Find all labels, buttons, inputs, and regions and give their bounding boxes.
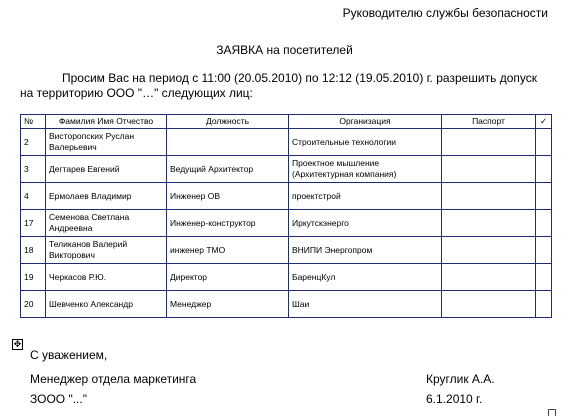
row-number[interactable]: 17: [21, 210, 46, 237]
row-position[interactable]: Инженер-конструктор: [167, 210, 289, 237]
intro-line-1: Просим Вас на период с 11:00 (20.05.2010) по 12:12 (19.05.2010) г. разрешить допуск: [62, 71, 537, 85]
row-organization[interactable]: БаренцКул: [289, 264, 442, 291]
row-check[interactable]: [536, 156, 552, 183]
row-position[interactable]: Ведущий Архитектор: [167, 156, 289, 183]
row-passport[interactable]: [442, 264, 536, 291]
row-number[interactable]: 2: [21, 129, 46, 156]
row-number[interactable]: 4: [21, 183, 46, 210]
row-organization[interactable]: Шаи: [289, 291, 442, 318]
row-name[interactable]: Ермолаев Владимир: [46, 183, 167, 210]
table-row[interactable]: [21, 156, 552, 183]
row-check[interactable]: [536, 129, 552, 156]
row-organization[interactable]: Иркутскэнерго: [289, 210, 442, 237]
table-row[interactable]: [21, 183, 552, 210]
table-row[interactable]: [21, 237, 552, 264]
column-header-check: ✓: [536, 115, 552, 129]
row-check[interactable]: [536, 183, 552, 210]
table-row[interactable]: [21, 129, 552, 156]
move-handle-icon[interactable]: ✥: [13, 339, 22, 349]
row-number[interactable]: 3: [21, 156, 46, 183]
table-row[interactable]: [21, 264, 552, 291]
row-number[interactable]: 20: [21, 291, 46, 318]
row-passport[interactable]: [442, 210, 536, 237]
row-name[interactable]: Дегтарев Евгений: [46, 156, 167, 183]
table-header-row: [21, 115, 552, 129]
document-date: 6.1.2010 г.: [426, 392, 483, 406]
column-header-organization: Организация: [289, 115, 442, 129]
document-title: ЗАЯВКА на посетителей: [216, 43, 353, 57]
row-position[interactable]: [167, 129, 289, 156]
row-position[interactable]: Инженер ОВ: [167, 183, 289, 210]
row-name[interactable]: Семенова Светлана Андреевна: [46, 210, 167, 237]
row-name[interactable]: Висторопских Руслан Валерьевич: [46, 129, 167, 156]
closing-line: С уважением,: [30, 348, 108, 362]
addressee: Руководителю службы безопасности: [342, 6, 548, 20]
signer-position: Менеджер отдела маркетинга: [30, 372, 197, 386]
row-organization[interactable]: проектстрой: [289, 183, 442, 210]
row-passport[interactable]: [442, 156, 536, 183]
row-passport[interactable]: [442, 291, 536, 318]
intro-line-2: на территорию ООО "…" следующих лиц:: [20, 86, 253, 100]
row-check[interactable]: [536, 291, 552, 318]
row-check[interactable]: [536, 237, 552, 264]
row-number[interactable]: 18: [21, 237, 46, 264]
company-line: ЗООО "...": [30, 392, 87, 406]
row-check[interactable]: [536, 264, 552, 291]
column-header-name: Фамилия Имя Отчество: [46, 115, 167, 129]
row-position[interactable]: инженер ТМО: [167, 237, 289, 264]
row-name[interactable]: Шевченко Александр: [46, 291, 167, 318]
row-organization[interactable]: ВНИПИ Энергопром: [289, 237, 442, 264]
row-name[interactable]: Черкасов Р.Ю.: [46, 264, 167, 291]
visitors-table[interactable]: [20, 114, 552, 318]
row-organization[interactable]: Проектное мышление (Архитектурная компания): [289, 156, 442, 183]
column-header-position: Должность: [167, 115, 289, 129]
table-row[interactable]: [21, 291, 552, 318]
row-passport[interactable]: [442, 129, 536, 156]
column-header-passport: Паспорт: [442, 115, 536, 129]
row-number[interactable]: 19: [21, 264, 46, 291]
row-name[interactable]: Теликанов Валерий Викторович: [46, 237, 167, 264]
row-position[interactable]: Директор: [167, 264, 289, 291]
signer-name: Круглик А.А.: [426, 372, 495, 386]
row-passport[interactable]: [442, 237, 536, 264]
row-position[interactable]: Менеджер: [167, 291, 289, 318]
column-header-number: №: [21, 115, 46, 129]
row-passport[interactable]: [442, 183, 536, 210]
table-row[interactable]: [21, 210, 552, 237]
row-organization[interactable]: Строительные технологии: [289, 129, 442, 156]
row-check[interactable]: [536, 210, 552, 237]
